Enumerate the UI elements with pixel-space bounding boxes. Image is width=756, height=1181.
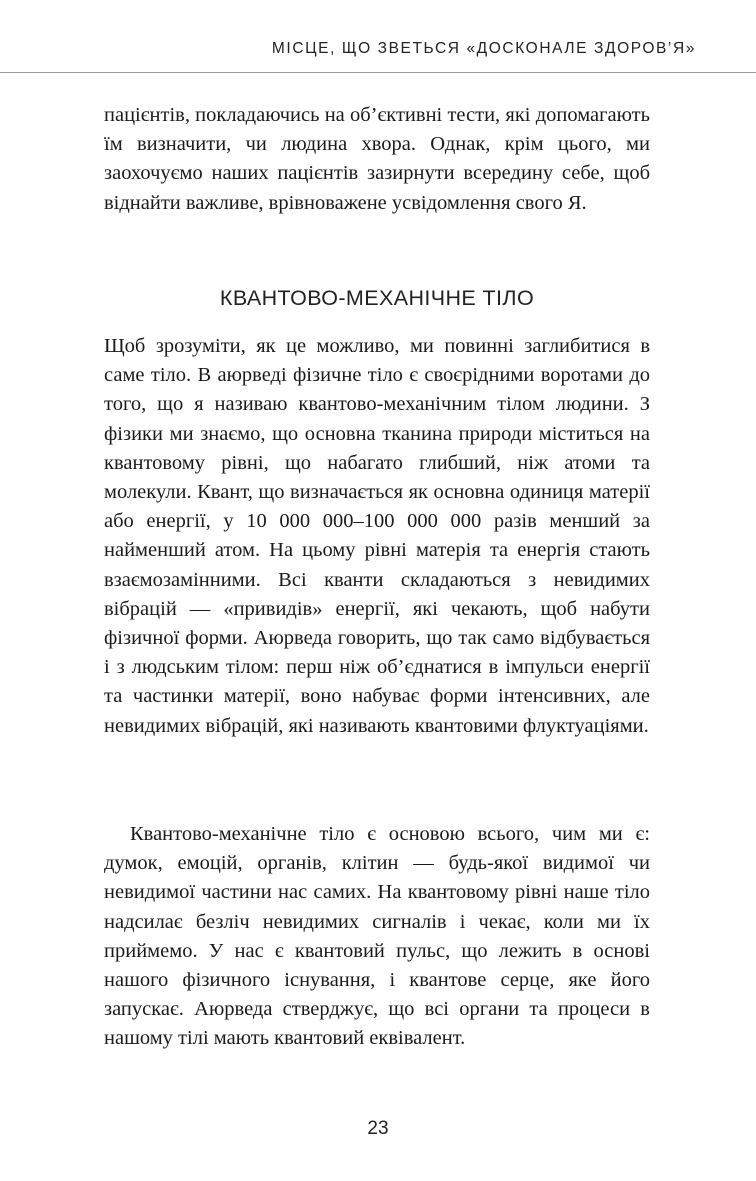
section-heading: КВАНТОВО-МЕХАНІЧНЕ ТІЛО bbox=[219, 286, 535, 310]
header-divider bbox=[0, 72, 756, 73]
paragraph-continued: пацієнтів, покладаючись на об’єктивні тести, які допомагають їм визначити, чи людина хвора. Однак, крім цього, ми заохочуємо наших пацієнтів зазирнути всередину себе, щоб віднайти важливе, врівноважене усвідомлення свого Я. bbox=[104, 104, 650, 214]
paragraph-second: Квантово-механічне тіло є основою всього, чим ми є: думок, емоцій, органів, клітин — будь-якої видимої чи невидимої частини нас самих. На квантовому рівні наше тіло надсилає безліч невидимих сигналів і чекає, коли ми їх приймемо. У нас є квантовий пульс, що лежить в основі нашого фізичного існування, і квантове серце, яке його запускає. Аюрведа стверджує, що всі органи та процеси в нашому тілі мають квантовий еквівалент. bbox=[104, 823, 650, 1050]
running-header: МІСЦЕ, ЩО ЗВЕТЬСЯ «ДОСКОНАЛЕ ЗДОРОВ’Я» bbox=[271, 40, 696, 57]
page-number: 23 bbox=[367, 1118, 389, 1139]
paragraph-first: Щоб зрозуміти, як це можливо, ми повинні заглибитися в саме тіло. В аюрведі фізичне тіло є своєрідними воротами до того, що я називаю квантово-механічним тілом людини. З фізики ми знаємо, що основна тканина природи міститься на квантовому рівні, що набагато глибший, ніж атоми та молекули. Квант, що визначається як основна одиниця матерії або енергії, у 10 000 000–100 000 000 разів менший за найменший атом. На цьому рівні матерія та енергія стають взаємозамінними. Всі кванти складаються з невидимих вібрацій — «привидів» енергії, які чекають, щоб набути фізичної форми. Аюрведа говорить, що так само відбувається і з людським тілом: перш ніж об’єднатися в імпульси енергії та частинки матерії, воно набуває форми інтенсивних, але невидимих вібрацій, які називають квантовими флуктуаціями. bbox=[104, 335, 650, 737]
